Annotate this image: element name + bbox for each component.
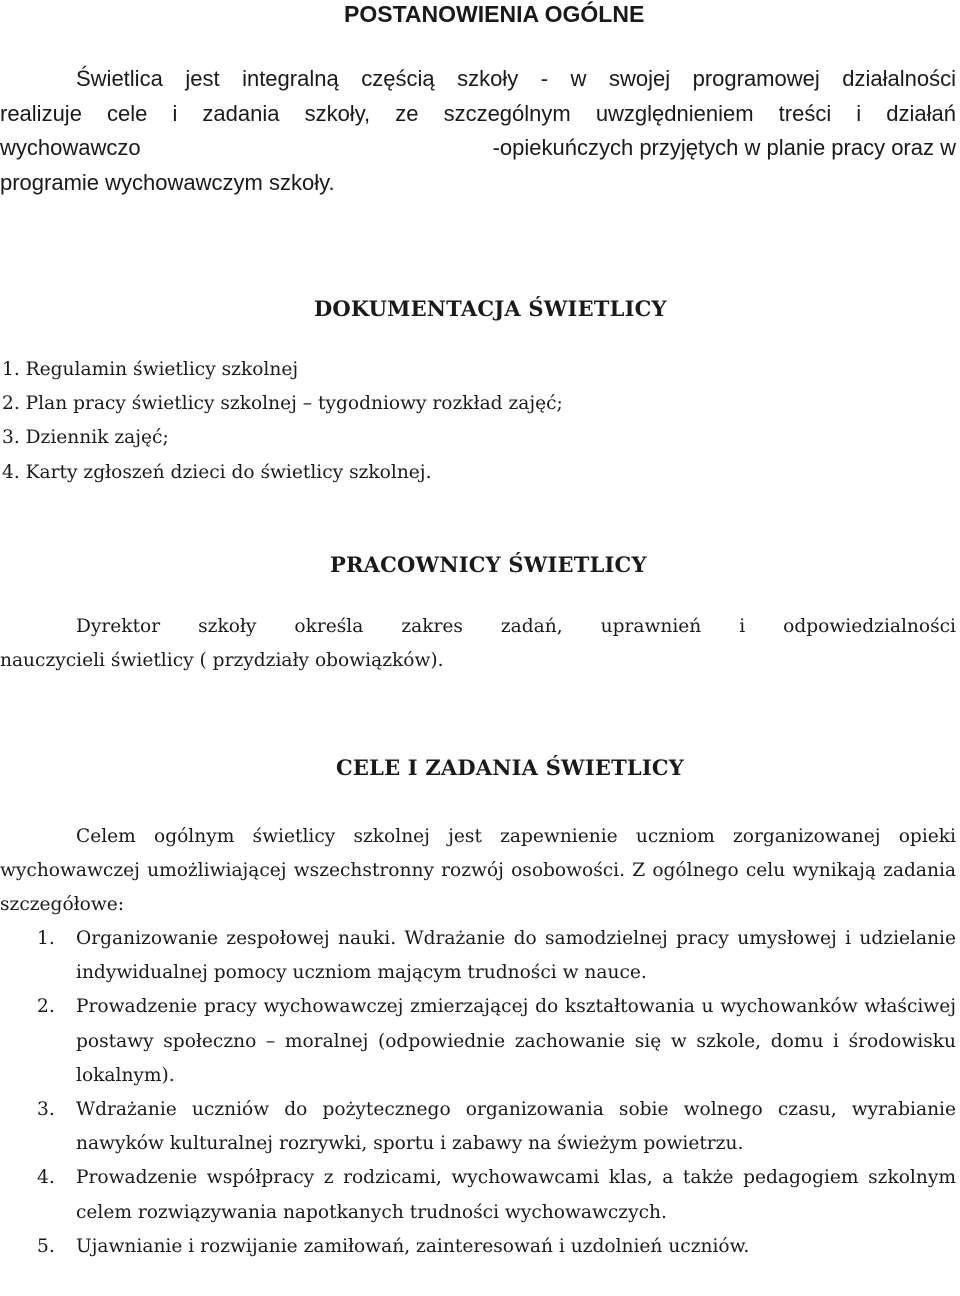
general-line-2: realizuje cele i zadania szkoły, ze szczególnym uwzględnieniem treści i działań — [0, 100, 956, 126]
documentation-list — [2, 353, 563, 490]
section-heading-documentation: DOKUMENTACJA ŚWIETLICY — [314, 296, 667, 321]
section-heading-general: POSTANOWIENIA OGÓLNE — [344, 1, 645, 27]
list-item — [0, 1230, 956, 1264]
list-item: 1. Regulamin świetlicy szkolnej — [2, 359, 299, 380]
list-item-number: 5. — [37, 1235, 55, 1257]
list-item: 3. Dziennik zajęć; — [2, 427, 169, 449]
list-item — [0, 1093, 956, 1161]
list-item-number: 1. — [37, 928, 55, 949]
list-item: 4. Karty zgłoszeń dzieci do świetlicy szkolnej. — [2, 461, 432, 483]
section-heading-goals: CELE I ZADANIA ŚWIETLICY — [336, 755, 684, 780]
list-item-text: Prowadzenie pracy wychowawczej zmierzającej do kształtowania u wychowanków właściwej postawy społeczno – moralnej (odpowiednie zachowanie się w szkole, domu i środowisku lokalnym). — [76, 996, 956, 1086]
list-item-text: Ujawnianie i rozwijanie zamiłowań, zainteresowań i uzdolnień uczniów. — [76, 1235, 750, 1257]
goals-intro: Celem ogólnym świetlicy szkolnej jest zapewnienie uczniom zorganizowanej opieki wychowawczej umożliwiającej wszechstronny rozwój osobowości. Z ogólnego celu wynikają zadania szczegółowe: — [0, 826, 956, 916]
general-line-3-part-b: -opiekuńczych przyjętych w planie pracy oraz w — [492, 135, 956, 160]
section-heading-staff: PRACOWNICY ŚWIETLICY — [330, 552, 647, 577]
general-line-3-part-a: wychowawczo — [0, 135, 141, 160]
list-item-number: 2. — [37, 996, 55, 1018]
list-item-text: Wdrażanie uczniów do pożytecznego organizowania sobie wolnego czasu, wyrabianie nawyków kulturalnej rozrywki, sportu i zabawy na świeżym powietrzu. — [76, 1099, 956, 1155]
list-item — [0, 990, 956, 1093]
staff-line-1: Dyrektor szkoły określa zakres zadań, uprawnień i odpowiedzialności — [76, 616, 956, 637]
general-paragraph — [0, 62, 956, 200]
staff-paragraph — [0, 610, 956, 678]
list-item-number: 3. — [37, 1099, 55, 1121]
goals-list — [0, 922, 956, 1264]
general-line-1: Świetlica jest integralną częścią szkoły - w swojej programowej działalności — [76, 66, 956, 91]
general-line-3 — [0, 131, 956, 166]
list-item: 2. Plan pracy świetlicy szkolnej – tygodniowy rozkład zajęć; — [2, 393, 563, 415]
general-line-4: programie wychowawczym szkoły. — [0, 169, 335, 195]
list-item-number: 4. — [37, 1167, 55, 1189]
list-item-text: Organizowanie zespołowej nauki. Wdrażanie do samodzielnej pracy umysłowej i udzielanie indywidualnej pomocy uczniom mającym trudności w nauce. — [76, 928, 956, 984]
list-item — [0, 1161, 956, 1229]
list-item — [0, 922, 956, 990]
list-item-text: Prowadzenie współpracy z rodzicami, wychowawcami klas, a także pedagogiem szkolnym celem rozwiązywania napotkanych trudności wychowawczych. — [76, 1167, 956, 1223]
staff-line-2: nauczycieli świetlicy ( przydziały obowiązków). — [0, 650, 444, 672]
